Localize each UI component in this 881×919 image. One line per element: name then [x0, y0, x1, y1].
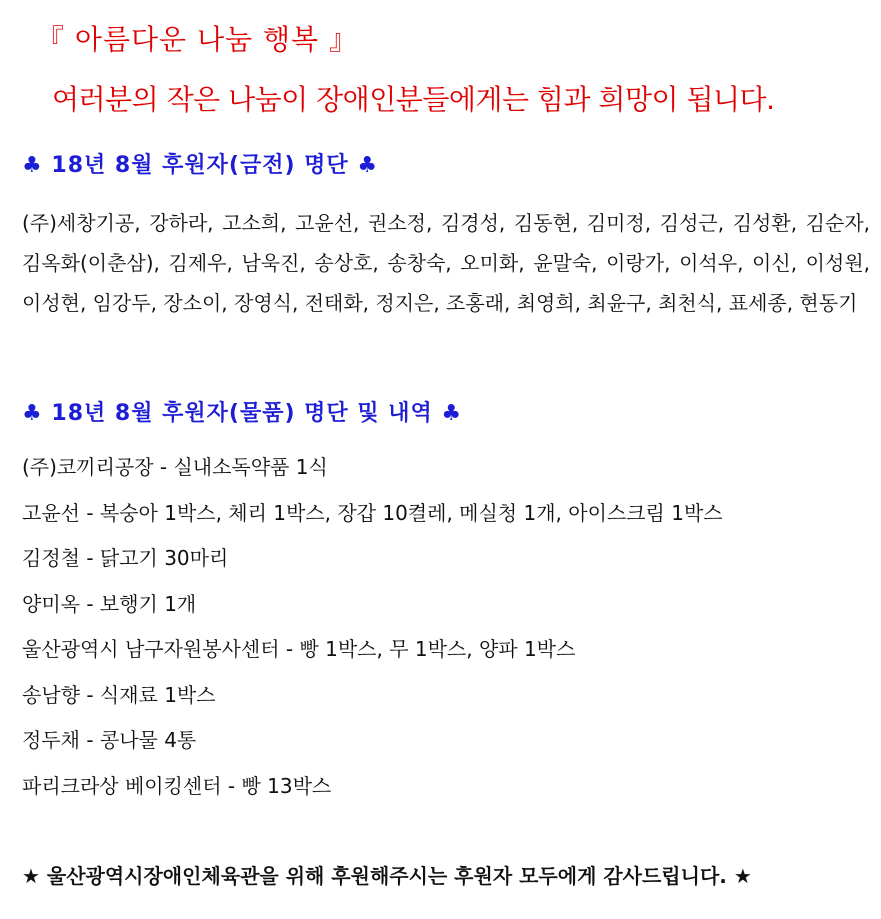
goods-donors-heading: ♣ 18년 8월 후원자(물품) 명단 및 내역 ♣: [22, 401, 463, 426]
page-subtitle: 여러분의 작은 나눔이 장애인분들에게는 힘과 희망이 됩니다.: [52, 83, 775, 116]
list-item: 김정철 - 닭고기 30마리: [22, 546, 229, 570]
goods-donors-list: [22, 450, 862, 814]
list-item: 양미옥 - 보행기 1개: [22, 591, 197, 616]
list-item: 고윤선 - 복숭아 1박스, 체리 1박스, 장갑 10켤레, 메실청 1개, 아이스크림 1박스: [22, 500, 723, 525]
list-item: 송남향 - 식재료 1박스: [22, 682, 216, 707]
thanks-footer: ★ 울산광역시장애인체육관을 위해 후원해주시는 후원자 모두에게 감사드립니다. ★: [22, 864, 752, 888]
list-item: 울산광역시 남구자원봉사센터 - 빵 1박스, 무 1박스, 양파 1박스: [22, 637, 576, 661]
money-donors-list: (주)세창기공, 강하라, 고소희, 고윤선, 권소정, 김경성, 김동현, 김미정, 김성근, 김성환, 김순자, 김옥화(이춘삼), 김제우, 남욱진, 송상호, 송창숙, 오미화, 윤말숙, 이랑가, 이석우, 이신, 이성원, 이성현, 임강두, 장소이, 장영식, 전태화, 정지은, 조홍래, 최영희, 최윤구, 최천식, 표세종, 현동기: [22, 211, 870, 315]
list-item: (주)코끼리공장 - 실내소독약품 1식: [22, 455, 328, 479]
money-donors-heading: ♣ 18년 8월 후원자(금전) 명단 ♣: [22, 153, 379, 178]
list-item: 정두채 - 콩나물 4통: [22, 728, 197, 752]
page-title: 『 아름다운 나눔 행복 』: [36, 23, 358, 56]
list-item: 파리크라상 베이킹센터 - 빵 13박스: [22, 773, 332, 798]
